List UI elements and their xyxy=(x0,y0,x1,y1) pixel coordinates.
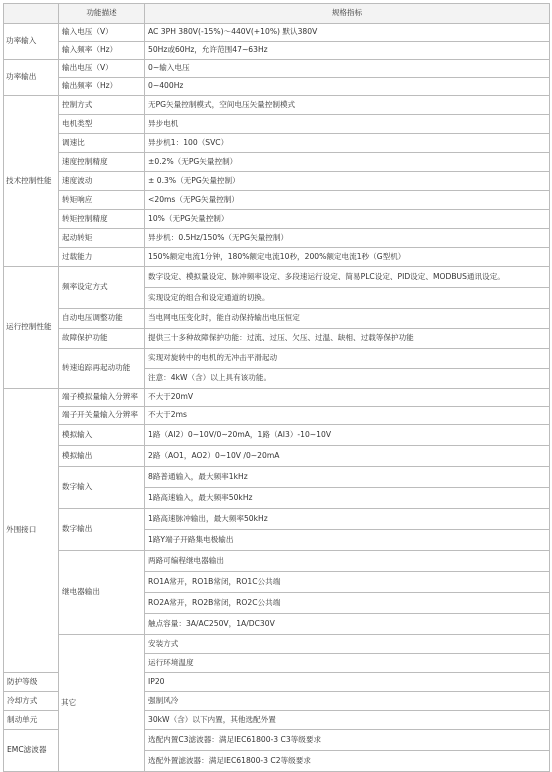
item-output-voltage: 输出电压（V） xyxy=(59,60,145,78)
item-motor-type: 电机类型 xyxy=(59,115,145,134)
spec-speed-tracking-1: 实现对旋转中的电机的无冲击平滑起动 xyxy=(145,349,550,369)
item-input-voltage: 输入电压（V） xyxy=(59,24,145,42)
spec-digital-input-2: 1路高速输入，最大频率50kHz xyxy=(145,488,550,509)
spec-table xyxy=(3,3,550,772)
spec-output-frequency: 0~400Hz xyxy=(145,78,550,96)
item-speed-fluctuation: 速度波动 xyxy=(59,172,145,191)
spec-cooling: 强制风冷 xyxy=(145,692,550,711)
table-row xyxy=(4,407,550,425)
category-tech-control: 技术控制性能 xyxy=(4,96,59,267)
table-row xyxy=(4,425,550,446)
spec-emc-filter-2: 选配外置滤波器：满足IEC61800-3 C2等级要求 xyxy=(145,751,550,772)
item-mounting: 安装方式 xyxy=(145,635,550,654)
header-spec: 规格指标 xyxy=(145,4,550,24)
table-row xyxy=(4,248,550,267)
table-row xyxy=(4,210,550,229)
category-run-control: 运行控制性能 xyxy=(4,267,59,389)
item-analog-resolution: 端子模拟量输入分辨率 xyxy=(59,389,145,407)
table-row xyxy=(4,191,550,210)
spec-protection-level: IP20 xyxy=(145,673,550,692)
spec-frequency-setting-2: 实现设定的组合和设定通道的切换。 xyxy=(145,288,550,309)
spec-digital-resolution: 不大于2ms xyxy=(145,407,550,425)
item-digital-resolution: 端子开关量输入分辨率 xyxy=(59,407,145,425)
item-control-mode: 控制方式 xyxy=(59,96,145,115)
spec-starting-torque: 异步机：0.5Hz/150%（无PG矢量控制） xyxy=(145,229,550,248)
category-other: 其它 xyxy=(59,635,145,772)
item-torque-response: 转矩响应 xyxy=(59,191,145,210)
item-speed-ratio: 调速比 xyxy=(59,134,145,153)
item-avr: 自动电压调整功能 xyxy=(59,309,145,329)
category-peripheral-interface: 外围接口 xyxy=(4,389,59,673)
table-row xyxy=(4,446,550,467)
spec-torque-accuracy: 10%（无PG矢量控制） xyxy=(145,210,550,229)
category-power-input: 功率输入 xyxy=(4,24,59,60)
spec-digital-output-2: 1路Y端子开路集电极输出 xyxy=(145,530,550,551)
item-analog-input: 模拟输入 xyxy=(59,425,145,446)
spec-digital-output-1: 1路高速脉冲输出，最大频率50kHz xyxy=(145,509,550,530)
item-torque-accuracy: 转矩控制精度 xyxy=(59,210,145,229)
spec-frequency-setting-1: 数字设定、模拟量设定、脉冲频率设定、多段速运行设定、简易PLC设定、PID设定、MODBUS通讯设定。 xyxy=(145,267,550,288)
spec-analog-output: 2路（AO1，AO2）0~10V /0~20mA xyxy=(145,446,550,467)
item-brake-unit: 制动单元 xyxy=(4,711,59,730)
spec-input-voltage: AC 3PH 380V(-15%)～440V(+10%) 默认380V xyxy=(145,24,550,42)
spec-speed-ratio: 异步机1：100（SVC） xyxy=(145,134,550,153)
spec-speed-tracking-2: 注意：4kW（含）以上具有该功能。 xyxy=(145,369,550,389)
table-row xyxy=(4,115,550,134)
table-row xyxy=(4,42,550,60)
table-row xyxy=(4,78,550,96)
spec-output-voltage: 0~输入电压 xyxy=(145,60,550,78)
header-row xyxy=(4,4,550,24)
spec-relay-output-4: 触点容量：3A/AC250V，1A/DC30V xyxy=(145,614,550,635)
spec-relay-output-2: RO1A常开，RO1B常闭，RO1C公共端 xyxy=(145,572,550,593)
item-digital-input: 数字输入 xyxy=(59,467,145,509)
spec-torque-response: <20ms（无PG矢量控制） xyxy=(145,191,550,210)
item-frequency-setting: 频率设定方式 xyxy=(59,267,145,309)
table-row xyxy=(4,635,550,654)
table-row xyxy=(4,267,550,288)
item-starting-torque: 起动转矩 xyxy=(59,229,145,248)
item-protection-level: 防护等级 xyxy=(4,673,59,692)
spec-fault-protection: 提供三十多种故障保护功能：过流、过压、欠压、过温、缺相、过载等保护功能 xyxy=(145,329,550,349)
item-relay-output: 继电器输出 xyxy=(59,551,145,635)
table-row xyxy=(4,60,550,78)
spec-speed-fluctuation: ± 0.3%（无PG矢量控制） xyxy=(145,172,550,191)
item-emc-filter: EMC滤波器 xyxy=(4,730,59,772)
table-row xyxy=(4,309,550,329)
spec-avr: 当电网电压变化时，能自动保持输出电压恒定 xyxy=(145,309,550,329)
spec-input-frequency: 50Hz或60Hz，允许范围47~63Hz xyxy=(145,42,550,60)
header-function: 功能描述 xyxy=(59,4,145,24)
spec-speed-accuracy: ±0.2%（无PG矢量控制） xyxy=(145,153,550,172)
spec-motor-type: 异步电机 xyxy=(145,115,550,134)
item-cooling: 冷却方式 xyxy=(4,692,59,711)
item-input-frequency: 输入频率（Hz） xyxy=(59,42,145,60)
spec-emc-filter-1: 选配内置C3滤波器：满足IEC61800-3 C3等级要求 xyxy=(145,730,550,751)
spec-digital-input-1: 8路普通输入，最大频率1kHz xyxy=(145,467,550,488)
table-row xyxy=(4,329,550,349)
spec-analog-input: 1路（AI2）0~10V/0~20mA，1路（AI3）-10~10V xyxy=(145,425,550,446)
table-row xyxy=(4,172,550,191)
spec-brake-unit: 30kW（含）以下内置，其他选配外置 xyxy=(145,711,550,730)
item-analog-output: 模拟输出 xyxy=(59,446,145,467)
table-row xyxy=(4,509,550,530)
spec-relay-output-3: RO2A常开，RO2B常闭，RO2C公共端 xyxy=(145,593,550,614)
spec-overload: 150%额定电流1分钟，180%额定电流10秒，200%额定电流1秒（G型机） xyxy=(145,248,550,267)
table-row xyxy=(4,24,550,42)
table-row xyxy=(4,389,550,407)
table-row xyxy=(4,467,550,488)
spec-control-mode: 无PG矢量控制模式，空间电压矢量控制模式 xyxy=(145,96,550,115)
item-speed-accuracy: 速度控制精度 xyxy=(59,153,145,172)
table-row xyxy=(4,96,550,115)
item-speed-tracking: 转速追踪再起动功能 xyxy=(59,349,145,389)
item-ambient-temp: 运行环境温度 xyxy=(145,654,550,673)
category-power-output: 功率输出 xyxy=(4,60,59,96)
spec-analog-resolution: 不大于20mV xyxy=(145,389,550,407)
item-output-frequency: 输出频率（Hz） xyxy=(59,78,145,96)
item-overload: 过载能力 xyxy=(59,248,145,267)
item-digital-output: 数字输出 xyxy=(59,509,145,551)
item-fault-protection: 故障保护功能 xyxy=(59,329,145,349)
spec-relay-output-1: 两路可编程继电器输出 xyxy=(145,551,550,572)
table-row xyxy=(4,134,550,153)
table-row xyxy=(4,229,550,248)
table-row xyxy=(4,349,550,369)
table-row xyxy=(4,551,550,572)
header-category xyxy=(4,4,59,24)
table-row xyxy=(4,153,550,172)
